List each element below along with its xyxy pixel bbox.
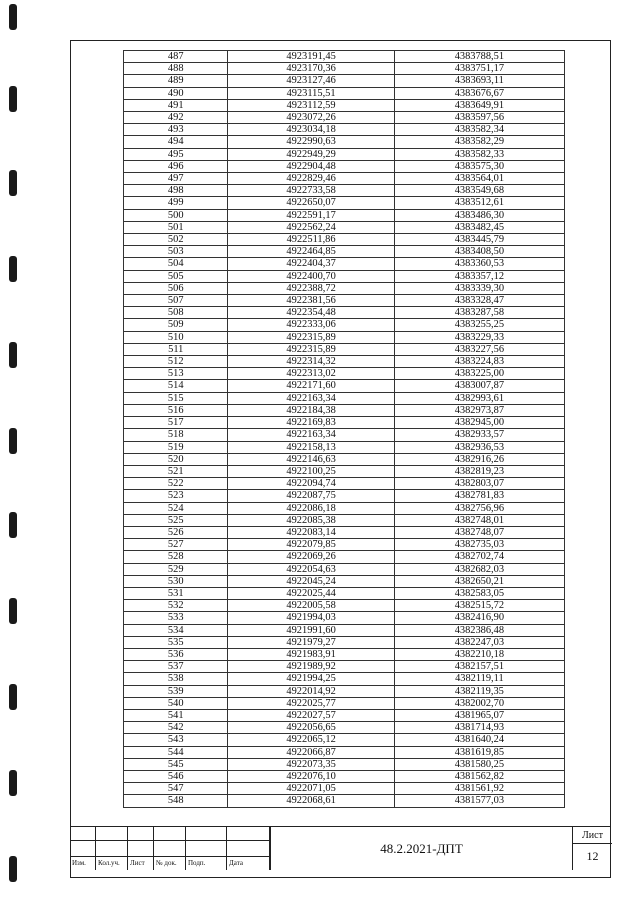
coordinate-x: 4922313,02 bbox=[228, 368, 394, 380]
coordinate-y: 4382936,53 bbox=[394, 441, 564, 453]
coordinate-y: 4381965,07 bbox=[394, 709, 564, 721]
coordinate-y: 4382119,11 bbox=[394, 673, 564, 685]
table-row bbox=[124, 685, 565, 697]
coordinate-y: 4383225,00 bbox=[394, 368, 564, 380]
point-number: 516 bbox=[124, 404, 228, 416]
table-row bbox=[124, 624, 565, 636]
coordinate-y: 4381577,03 bbox=[394, 795, 564, 807]
table-row bbox=[124, 221, 565, 233]
sheet-number: 12 bbox=[586, 849, 599, 863]
sheet-box bbox=[572, 826, 611, 870]
table-row bbox=[124, 380, 565, 392]
table-row bbox=[124, 587, 565, 599]
coordinate-x: 4921979,27 bbox=[228, 636, 394, 648]
coordinate-y: 4383751,17 bbox=[394, 63, 564, 75]
binding-mark bbox=[9, 770, 17, 796]
coordinate-x: 4922591,17 bbox=[228, 209, 394, 221]
coordinate-x: 4922056,65 bbox=[228, 722, 394, 734]
coordinate-x: 4922076,10 bbox=[228, 770, 394, 782]
table-row bbox=[124, 404, 565, 416]
coordinate-x: 4922071,05 bbox=[228, 783, 394, 795]
coordinate-y: 4382210,18 bbox=[394, 648, 564, 660]
point-number: 496 bbox=[124, 160, 228, 172]
coordinate-y: 4383693,11 bbox=[394, 75, 564, 87]
point-number: 525 bbox=[124, 514, 228, 526]
coordinate-y: 4383227,56 bbox=[394, 343, 564, 355]
point-number: 495 bbox=[124, 148, 228, 160]
binding-mark bbox=[9, 4, 17, 30]
coordinate-x: 4923034,18 bbox=[228, 124, 394, 136]
binding-mark bbox=[9, 684, 17, 710]
point-number: 537 bbox=[124, 661, 228, 673]
table-row bbox=[124, 331, 565, 343]
binding-mark bbox=[9, 598, 17, 624]
coordinate-y: 4383582,29 bbox=[394, 136, 564, 148]
table-row bbox=[124, 636, 565, 648]
coordinate-x: 4922315,89 bbox=[228, 331, 394, 343]
binding-mark bbox=[9, 86, 17, 112]
coordinate-x: 4922045,24 bbox=[228, 575, 394, 587]
document-code: 48.2.2021-ДПТ bbox=[270, 826, 572, 870]
table-row bbox=[124, 453, 565, 465]
coordinate-x: 4922146,63 bbox=[228, 453, 394, 465]
point-number: 511 bbox=[124, 343, 228, 355]
coordinate-y: 4383597,56 bbox=[394, 112, 564, 124]
coordinate-y: 4382583,05 bbox=[394, 587, 564, 599]
binding-mark bbox=[9, 170, 17, 196]
table-row bbox=[124, 770, 565, 782]
coordinate-x: 4922073,35 bbox=[228, 758, 394, 770]
table-row bbox=[124, 87, 565, 99]
coordinate-y: 4383788,51 bbox=[394, 51, 564, 63]
point-number: 522 bbox=[124, 478, 228, 490]
table-row bbox=[124, 478, 565, 490]
coordinate-x: 4922025,44 bbox=[228, 587, 394, 599]
coordinate-x: 4922949,29 bbox=[228, 148, 394, 160]
coordinate-x: 4922054,63 bbox=[228, 563, 394, 575]
title-block bbox=[70, 826, 611, 870]
table-row bbox=[124, 502, 565, 514]
table-row bbox=[124, 343, 565, 355]
coordinate-y: 4383549,68 bbox=[394, 185, 564, 197]
table-row bbox=[124, 490, 565, 502]
coordinate-y: 4383360,53 bbox=[394, 258, 564, 270]
table-row bbox=[124, 160, 565, 172]
coordinate-y: 4383512,61 bbox=[394, 197, 564, 209]
coordinate-y: 4382002,70 bbox=[394, 697, 564, 709]
point-number: 488 bbox=[124, 63, 228, 75]
coordinate-x: 4921994,03 bbox=[228, 612, 394, 624]
point-number: 544 bbox=[124, 746, 228, 758]
table-row bbox=[124, 185, 565, 197]
coordinate-x: 4922171,60 bbox=[228, 380, 394, 392]
coordinate-y: 4382973,87 bbox=[394, 404, 564, 416]
table-row bbox=[124, 270, 565, 282]
coordinate-y: 4382735,03 bbox=[394, 539, 564, 551]
coordinate-y: 4381580,25 bbox=[394, 758, 564, 770]
coordinate-x: 4922014,92 bbox=[228, 685, 394, 697]
coordinate-x: 4922163,34 bbox=[228, 429, 394, 441]
point-number: 519 bbox=[124, 441, 228, 453]
point-number: 497 bbox=[124, 173, 228, 185]
coordinate-y: 4382748,07 bbox=[394, 526, 564, 538]
table-row bbox=[124, 758, 565, 770]
table-row bbox=[124, 356, 565, 368]
coordinate-y: 4383007,87 bbox=[394, 380, 564, 392]
coordinate-x: 4922163,34 bbox=[228, 392, 394, 404]
table-row bbox=[124, 612, 565, 624]
revision-column-header: Изм. bbox=[72, 859, 86, 867]
coordinate-y: 4382702,74 bbox=[394, 551, 564, 563]
coordinate-x: 4923112,59 bbox=[228, 99, 394, 111]
point-number: 538 bbox=[124, 673, 228, 685]
coordinate-y: 4381561,92 bbox=[394, 783, 564, 795]
point-number: 503 bbox=[124, 246, 228, 258]
coordinate-y: 4382682,03 bbox=[394, 563, 564, 575]
coordinate-y: 4383564,01 bbox=[394, 173, 564, 185]
table-row bbox=[124, 234, 565, 246]
coordinate-y: 4381640,24 bbox=[394, 734, 564, 746]
point-number: 535 bbox=[124, 636, 228, 648]
point-number: 509 bbox=[124, 319, 228, 331]
table-row bbox=[124, 722, 565, 734]
point-number: 487 bbox=[124, 51, 228, 63]
coordinate-x: 4922158,13 bbox=[228, 441, 394, 453]
point-number: 545 bbox=[124, 758, 228, 770]
binding-mark bbox=[9, 342, 17, 368]
coordinate-x: 4923127,46 bbox=[228, 75, 394, 87]
point-number: 528 bbox=[124, 551, 228, 563]
coordinate-x: 4922314,32 bbox=[228, 356, 394, 368]
point-number: 507 bbox=[124, 295, 228, 307]
point-number: 533 bbox=[124, 612, 228, 624]
coordinate-y: 4381619,85 bbox=[394, 746, 564, 758]
coordinate-x: 4922027,57 bbox=[228, 709, 394, 721]
coordinate-y: 4382993,61 bbox=[394, 392, 564, 404]
coordinate-x: 4922990,63 bbox=[228, 136, 394, 148]
point-number: 499 bbox=[124, 197, 228, 209]
coordinate-y: 4381714,93 bbox=[394, 722, 564, 734]
revision-grid bbox=[70, 826, 270, 870]
coordinate-y: 4383486,30 bbox=[394, 209, 564, 221]
table-row bbox=[124, 575, 565, 587]
coordinate-y: 4383408,50 bbox=[394, 246, 564, 258]
table-row bbox=[124, 551, 565, 563]
point-number: 546 bbox=[124, 770, 228, 782]
point-number: 489 bbox=[124, 75, 228, 87]
table-row bbox=[124, 209, 565, 221]
coordinate-x: 4922066,87 bbox=[228, 746, 394, 758]
coordinate-x: 4922400,70 bbox=[228, 270, 394, 282]
point-number: 493 bbox=[124, 124, 228, 136]
revision-row-line bbox=[70, 840, 270, 841]
table-row bbox=[124, 673, 565, 685]
table-row bbox=[124, 173, 565, 185]
coordinate-x: 4922511,86 bbox=[228, 234, 394, 246]
coordinates-table bbox=[123, 50, 565, 808]
point-number: 542 bbox=[124, 722, 228, 734]
coordinate-y: 4382756,96 bbox=[394, 502, 564, 514]
table-row bbox=[124, 124, 565, 136]
coordinates-table-body bbox=[124, 51, 565, 808]
coordinate-y: 4383482,45 bbox=[394, 221, 564, 233]
coordinate-x: 4923191,45 bbox=[228, 51, 394, 63]
point-number: 526 bbox=[124, 526, 228, 538]
table-row bbox=[124, 539, 565, 551]
coordinate-y: 4382247,03 bbox=[394, 636, 564, 648]
point-number: 498 bbox=[124, 185, 228, 197]
coordinate-x: 4922333,06 bbox=[228, 319, 394, 331]
point-number: 539 bbox=[124, 685, 228, 697]
binding-holes bbox=[0, 0, 30, 905]
coordinate-y: 4383649,91 bbox=[394, 99, 564, 111]
coordinate-y: 4383229,33 bbox=[394, 331, 564, 343]
table-row bbox=[124, 783, 565, 795]
table-row bbox=[124, 246, 565, 258]
point-number: 523 bbox=[124, 490, 228, 502]
binding-mark bbox=[9, 256, 17, 282]
point-number: 532 bbox=[124, 600, 228, 612]
point-number: 541 bbox=[124, 709, 228, 721]
coordinate-x: 4922069,26 bbox=[228, 551, 394, 563]
coordinate-y: 4383224,83 bbox=[394, 356, 564, 368]
table-row bbox=[124, 392, 565, 404]
table-row bbox=[124, 99, 565, 111]
table-row bbox=[124, 746, 565, 758]
table-row bbox=[124, 465, 565, 477]
coordinate-y: 4383255,25 bbox=[394, 319, 564, 331]
coordinate-x: 4921989,92 bbox=[228, 661, 394, 673]
coordinate-y: 4381562,82 bbox=[394, 770, 564, 782]
sheet-divider bbox=[573, 843, 612, 844]
coordinate-y: 4382157,51 bbox=[394, 661, 564, 673]
coordinate-x: 4922085,38 bbox=[228, 514, 394, 526]
point-number: 514 bbox=[124, 380, 228, 392]
coordinate-y: 4382515,72 bbox=[394, 600, 564, 612]
table-row bbox=[124, 441, 565, 453]
point-number: 529 bbox=[124, 563, 228, 575]
coordinate-x: 4922083,14 bbox=[228, 526, 394, 538]
coordinate-x: 4922733,58 bbox=[228, 185, 394, 197]
coordinate-y: 4382803,07 bbox=[394, 478, 564, 490]
table-row bbox=[124, 136, 565, 148]
coordinate-x: 4922079,85 bbox=[228, 539, 394, 551]
point-number: 517 bbox=[124, 417, 228, 429]
point-number: 518 bbox=[124, 429, 228, 441]
table-row bbox=[124, 75, 565, 87]
point-number: 534 bbox=[124, 624, 228, 636]
point-number: 513 bbox=[124, 368, 228, 380]
point-number: 547 bbox=[124, 783, 228, 795]
point-number: 524 bbox=[124, 502, 228, 514]
table-row bbox=[124, 148, 565, 160]
point-number: 527 bbox=[124, 539, 228, 551]
point-number: 530 bbox=[124, 575, 228, 587]
table-row bbox=[124, 197, 565, 209]
coordinate-y: 4383287,58 bbox=[394, 307, 564, 319]
coordinate-x: 4922169,83 bbox=[228, 417, 394, 429]
point-number: 505 bbox=[124, 270, 228, 282]
revision-column-header: № док. bbox=[156, 859, 177, 867]
sheet-label: Лист bbox=[582, 830, 603, 841]
coordinate-y: 4382386,48 bbox=[394, 624, 564, 636]
point-number: 531 bbox=[124, 587, 228, 599]
coordinate-y: 4383328,47 bbox=[394, 295, 564, 307]
coordinate-x: 4922025,77 bbox=[228, 697, 394, 709]
coordinate-x: 4922086,18 bbox=[228, 502, 394, 514]
coordinate-y: 4383339,30 bbox=[394, 282, 564, 294]
coordinate-x: 4922381,56 bbox=[228, 295, 394, 307]
coordinate-x: 4922464,85 bbox=[228, 246, 394, 258]
point-number: 506 bbox=[124, 282, 228, 294]
coordinate-x: 4922354,48 bbox=[228, 307, 394, 319]
point-number: 548 bbox=[124, 795, 228, 807]
revision-column-header: Кол.уч. bbox=[98, 859, 120, 867]
point-number: 502 bbox=[124, 234, 228, 246]
table-row bbox=[124, 709, 565, 721]
coordinate-x: 4922005,58 bbox=[228, 600, 394, 612]
coordinate-y: 4382650,21 bbox=[394, 575, 564, 587]
table-row bbox=[124, 307, 565, 319]
point-number: 515 bbox=[124, 392, 228, 404]
coordinate-x: 4923170,36 bbox=[228, 63, 394, 75]
table-row bbox=[124, 429, 565, 441]
coordinate-x: 4922184,38 bbox=[228, 404, 394, 416]
coordinate-y: 4382945,00 bbox=[394, 417, 564, 429]
coordinate-y: 4383582,34 bbox=[394, 124, 564, 136]
coordinate-y: 4383575,30 bbox=[394, 160, 564, 172]
coordinate-x: 4922068,61 bbox=[228, 795, 394, 807]
point-number: 501 bbox=[124, 221, 228, 233]
table-row bbox=[124, 734, 565, 746]
coordinate-x: 4922562,24 bbox=[228, 221, 394, 233]
coordinate-y: 4383676,67 bbox=[394, 87, 564, 99]
table-row bbox=[124, 258, 565, 270]
table-row bbox=[124, 51, 565, 63]
coordinate-y: 4383357,12 bbox=[394, 270, 564, 282]
point-number: 494 bbox=[124, 136, 228, 148]
table-row bbox=[124, 282, 565, 294]
point-number: 510 bbox=[124, 331, 228, 343]
coordinate-y: 4382933,57 bbox=[394, 429, 564, 441]
revision-row-line bbox=[70, 856, 270, 857]
binding-mark bbox=[9, 856, 17, 882]
table-row bbox=[124, 697, 565, 709]
coordinate-y: 4382748,01 bbox=[394, 514, 564, 526]
coordinate-y: 4382819,23 bbox=[394, 465, 564, 477]
coordinate-x: 4922904,48 bbox=[228, 160, 394, 172]
coordinate-x: 4922100,25 bbox=[228, 465, 394, 477]
revision-column-header: Подп. bbox=[188, 859, 206, 867]
revision-column-header: Лист bbox=[130, 859, 145, 867]
coordinate-x: 4922094,74 bbox=[228, 478, 394, 490]
point-number: 504 bbox=[124, 258, 228, 270]
coordinate-x: 4922315,89 bbox=[228, 343, 394, 355]
coordinate-y: 4382781,83 bbox=[394, 490, 564, 502]
point-number: 491 bbox=[124, 99, 228, 111]
point-number: 500 bbox=[124, 209, 228, 221]
coordinate-x: 4923072,26 bbox=[228, 112, 394, 124]
coordinate-x: 4921983,91 bbox=[228, 648, 394, 660]
table-row bbox=[124, 600, 565, 612]
coordinate-y: 4382916,26 bbox=[394, 453, 564, 465]
coordinate-y: 4383445,79 bbox=[394, 234, 564, 246]
table-row bbox=[124, 112, 565, 124]
coordinate-x: 4922087,75 bbox=[228, 490, 394, 502]
point-number: 540 bbox=[124, 697, 228, 709]
coordinate-x: 4922829,46 bbox=[228, 173, 394, 185]
point-number: 521 bbox=[124, 465, 228, 477]
table-row bbox=[124, 63, 565, 75]
coordinate-x: 4922065,12 bbox=[228, 734, 394, 746]
table-row bbox=[124, 319, 565, 331]
coordinate-x: 4922650,07 bbox=[228, 197, 394, 209]
binding-mark bbox=[9, 428, 17, 454]
binding-mark bbox=[9, 512, 17, 538]
coordinate-y: 4382119,35 bbox=[394, 685, 564, 697]
point-number: 512 bbox=[124, 356, 228, 368]
coordinate-x: 4922404,37 bbox=[228, 258, 394, 270]
coordinate-x: 4923115,51 bbox=[228, 87, 394, 99]
table-row bbox=[124, 417, 565, 429]
point-number: 520 bbox=[124, 453, 228, 465]
point-number: 490 bbox=[124, 87, 228, 99]
revision-column-header: Дата bbox=[229, 859, 243, 867]
point-number: 508 bbox=[124, 307, 228, 319]
coordinate-x: 4922388,72 bbox=[228, 282, 394, 294]
table-row bbox=[124, 661, 565, 673]
point-number: 492 bbox=[124, 112, 228, 124]
table-row bbox=[124, 526, 565, 538]
point-number: 536 bbox=[124, 648, 228, 660]
table-row bbox=[124, 368, 565, 380]
table-row bbox=[124, 563, 565, 575]
coordinate-x: 4921991,60 bbox=[228, 624, 394, 636]
table-row bbox=[124, 795, 565, 807]
coordinate-x: 4921994,25 bbox=[228, 673, 394, 685]
table-row bbox=[124, 648, 565, 660]
coordinate-y: 4382416,90 bbox=[394, 612, 564, 624]
table-row bbox=[124, 295, 565, 307]
point-number: 543 bbox=[124, 734, 228, 746]
table-row bbox=[124, 514, 565, 526]
coordinate-y: 4383582,33 bbox=[394, 148, 564, 160]
